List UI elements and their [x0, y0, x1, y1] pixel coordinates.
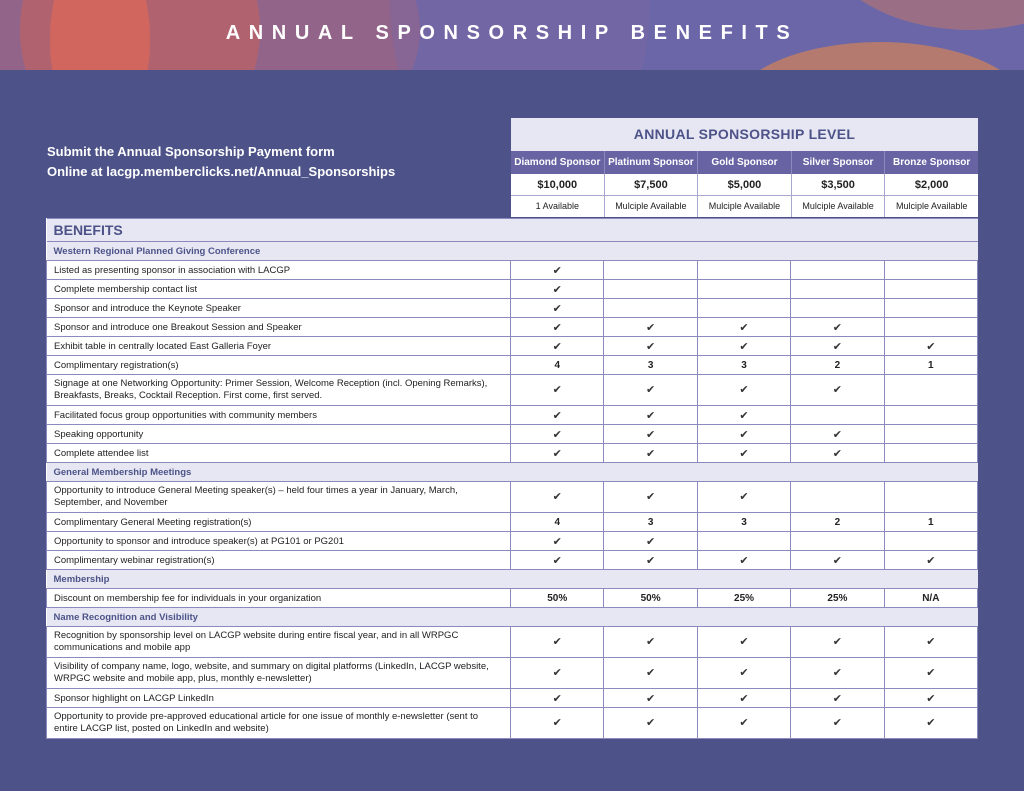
benefit-cell-empty [884, 299, 977, 318]
benefit-cell [791, 337, 884, 356]
benefit-value: 4 [511, 513, 604, 532]
instructions-link[interactable]: Online at lacgp.memberclicks.net/Annual_Sponsorships [47, 164, 396, 179]
checkmark-icon: ✔ [646, 692, 656, 705]
benefit-label: Exhibit table in centrally located East Galleria Foyer [47, 337, 511, 356]
benefits-title-row [47, 219, 978, 242]
sponsorship-level-title: ANNUAL SPONSORSHIP LEVEL [633, 126, 856, 142]
table-row [47, 532, 978, 551]
table-row [47, 261, 978, 280]
benefit-cell [511, 425, 604, 444]
benefit-cell [791, 444, 884, 463]
table-row [47, 356, 978, 375]
benefit-cell [884, 337, 977, 356]
benefit-cell [884, 708, 977, 739]
checkmark-icon: ✔ [739, 692, 749, 705]
decorative-circle [730, 42, 1024, 70]
table-row [47, 444, 978, 463]
tier-prices-row [511, 174, 978, 196]
checkmark-icon: ✔ [739, 716, 749, 729]
table-row [47, 589, 978, 608]
checkmark-icon: ✔ [646, 321, 656, 334]
benefit-cell [791, 318, 884, 337]
tier-availability-diamond: 1 Available [511, 196, 604, 217]
benefit-cell [697, 708, 790, 739]
checkmark-icon: ✔ [552, 635, 562, 648]
tier-availability-silver: Mulciple Available [791, 196, 885, 217]
section-title: Name Recognition and Visibility [47, 608, 978, 627]
tier-name-platinum: Platinum Sponsor [604, 151, 698, 174]
benefit-cell [884, 689, 977, 708]
benefit-value: 2 [791, 513, 884, 532]
tier-price-diamond: $10,000 [511, 174, 604, 196]
checkmark-icon: ✔ [739, 321, 749, 334]
checkmark-icon: ✔ [739, 340, 749, 353]
benefit-label: Sponsor and introduce one Breakout Session and Speaker [47, 318, 511, 337]
section-title: Membership [47, 570, 978, 589]
benefit-cell [697, 318, 790, 337]
benefit-value: N/A [884, 589, 977, 608]
checkmark-icon: ✔ [926, 716, 936, 729]
benefits-title: BENEFITS [47, 219, 978, 242]
benefit-cell [604, 532, 697, 551]
checkmark-icon: ✔ [739, 447, 749, 460]
tier-price-gold: $5,000 [697, 174, 791, 196]
benefit-cell [884, 658, 977, 689]
table-row [47, 627, 978, 658]
checkmark-icon: ✔ [646, 409, 656, 422]
benefit-cell [511, 551, 604, 570]
tier-names-row [511, 151, 978, 174]
benefit-label: Recognition by sponsorship level on LACGP website during entire fiscal year, and in all WRPGC communications and mobile app [47, 627, 511, 658]
benefit-cell [697, 627, 790, 658]
benefit-cell [511, 689, 604, 708]
benefit-cell [791, 658, 884, 689]
benefit-label: Visibility of company name, logo, website, and summary on digital platforms (LinkedIn, LACGP website, WRPGC website and mobile app, plus, monthly e-newsletter) [47, 658, 511, 689]
benefit-cell [791, 551, 884, 570]
benefit-value: 1 [884, 513, 977, 532]
checkmark-icon: ✔ [646, 716, 656, 729]
checkmark-icon: ✔ [832, 666, 843, 679]
tier-price-silver: $3,500 [791, 174, 885, 196]
checkmark-icon: ✔ [552, 447, 562, 460]
benefit-cell [697, 337, 790, 356]
checkmark-icon: ✔ [832, 447, 843, 460]
table-row [47, 375, 978, 406]
section-title: Western Regional Planned Giving Conference [47, 242, 978, 261]
benefit-cell [697, 444, 790, 463]
benefit-cell [511, 708, 604, 739]
checkmark-icon: ✔ [739, 409, 749, 422]
benefit-cell [604, 708, 697, 739]
benefit-label: Complimentary registration(s) [47, 356, 511, 375]
benefit-cell-empty [791, 532, 884, 551]
benefit-cell [604, 444, 697, 463]
checkmark-icon: ✔ [552, 264, 562, 277]
table-row [47, 406, 978, 425]
benefit-cell-empty [604, 280, 697, 299]
benefit-cell [511, 482, 604, 513]
benefit-cell [511, 299, 604, 318]
benefit-label: Complete attendee list [47, 444, 511, 463]
checkmark-icon: ✔ [832, 340, 843, 353]
benefit-value: 3 [604, 513, 697, 532]
benefit-value: 3 [697, 356, 790, 375]
benefit-cell [511, 318, 604, 337]
benefit-value: 1 [884, 356, 977, 375]
checkmark-icon: ✔ [552, 321, 562, 334]
checkmark-icon: ✔ [926, 666, 936, 679]
checkmark-icon: ✔ [646, 383, 656, 396]
table-row [47, 337, 978, 356]
checkmark-icon: ✔ [552, 340, 562, 353]
benefit-cell-empty [884, 318, 977, 337]
benefit-label: Facilitated focus group opportunities with community members [47, 406, 511, 425]
tier-availability-gold: Mulciple Available [697, 196, 791, 217]
checkmark-icon: ✔ [832, 554, 843, 567]
benefit-cell [511, 375, 604, 406]
tier-availability-bronze: Mulciple Available [884, 196, 978, 217]
benefit-cell-empty [791, 406, 884, 425]
tier-price-bronze: $2,000 [884, 174, 978, 196]
table-row [47, 280, 978, 299]
benefit-label: Complete membership contact list [47, 280, 511, 299]
tier-price-platinum: $7,500 [604, 174, 698, 196]
payment-instructions [47, 142, 395, 182]
checkmark-icon: ✔ [832, 321, 843, 334]
benefit-cell [697, 689, 790, 708]
benefit-cell-empty [791, 299, 884, 318]
checkmark-icon: ✔ [552, 283, 562, 296]
checkmark-icon: ✔ [552, 716, 562, 729]
benefit-cell [511, 280, 604, 299]
tier-name-diamond: Diamond Sponsor [511, 151, 604, 174]
checkmark-icon: ✔ [739, 635, 749, 648]
checkmark-icon: ✔ [646, 535, 656, 548]
benefit-value: 3 [604, 356, 697, 375]
benefit-label: Complimentary webinar registration(s) [47, 551, 511, 570]
checkmark-icon: ✔ [739, 666, 749, 679]
benefit-cell [511, 261, 604, 280]
benefit-cell [511, 658, 604, 689]
benefit-cell [697, 406, 790, 425]
benefit-value: 50% [511, 589, 604, 608]
table-row [47, 299, 978, 318]
header-banner [0, 0, 1024, 70]
benefit-cell [511, 627, 604, 658]
benefit-cell [791, 627, 884, 658]
benefit-value: 25% [697, 589, 790, 608]
checkmark-icon: ✔ [646, 490, 656, 503]
sponsorship-level-header [511, 118, 978, 217]
benefit-label: Speaking opportunity [47, 425, 511, 444]
checkmark-icon: ✔ [646, 666, 656, 679]
table-row [47, 708, 978, 739]
checkmark-icon: ✔ [832, 428, 843, 441]
checkmark-icon: ✔ [552, 666, 562, 679]
section-title: General Membership Meetings [47, 463, 978, 482]
benefit-cell [697, 551, 790, 570]
checkmark-icon: ✔ [646, 554, 656, 567]
checkmark-icon: ✔ [552, 428, 562, 441]
benefits-table-body [47, 219, 978, 739]
benefit-cell [697, 658, 790, 689]
benefit-cell-empty [791, 482, 884, 513]
page-title: ANNUAL SPONSORSHIP BENEFITS [225, 22, 799, 44]
tier-name-gold: Gold Sponsor [697, 151, 791, 174]
benefit-cell [604, 375, 697, 406]
benefit-cell [511, 532, 604, 551]
checkmark-icon: ✔ [739, 554, 749, 567]
benefit-cell-empty [884, 280, 977, 299]
benefit-value: 25% [791, 589, 884, 608]
benefit-cell [791, 375, 884, 406]
benefit-cell [791, 708, 884, 739]
checkmark-icon: ✔ [926, 554, 936, 567]
benefit-label: Sponsor highlight on LACGP LinkedIn [47, 689, 511, 708]
checkmark-icon: ✔ [832, 635, 843, 648]
checkmark-icon: ✔ [552, 409, 562, 422]
benefit-label: Opportunity to provide pre-approved educational article for one issue of monthly e-newsletter (sent to entire LACGP list, posted on LinkedIn and website) [47, 708, 511, 739]
benefit-label: Listed as presenting sponsor in association with LACGP [47, 261, 511, 280]
benefit-cell [604, 551, 697, 570]
benefit-cell [604, 318, 697, 337]
benefit-cell-empty [884, 482, 977, 513]
section-header-row [47, 608, 978, 627]
checkmark-icon: ✔ [552, 302, 562, 315]
checkmark-icon: ✔ [646, 635, 656, 648]
checkmark-icon: ✔ [739, 490, 749, 503]
checkmark-icon: ✔ [739, 428, 749, 441]
benefit-cell [791, 689, 884, 708]
benefit-cell-empty [884, 261, 977, 280]
checkmark-icon: ✔ [552, 535, 562, 548]
table-row [47, 551, 978, 570]
benefit-cell-empty [884, 406, 977, 425]
section-header-row [47, 242, 978, 261]
benefit-cell [604, 337, 697, 356]
benefit-cell [884, 627, 977, 658]
checkmark-icon: ✔ [926, 692, 936, 705]
benefit-cell [511, 444, 604, 463]
table-row [47, 658, 978, 689]
benefit-value: 50% [604, 589, 697, 608]
benefit-cell [697, 425, 790, 444]
checkmark-icon: ✔ [926, 340, 936, 353]
benefit-cell-empty [884, 425, 977, 444]
checkmark-icon: ✔ [646, 340, 656, 353]
benefit-cell [884, 551, 977, 570]
benefits-table [46, 218, 978, 739]
instructions-line-1: Submit the Annual Sponsorship Payment form [47, 144, 335, 159]
table-row [47, 482, 978, 513]
benefit-cell-empty [604, 299, 697, 318]
checkmark-icon: ✔ [552, 490, 562, 503]
benefit-cell [604, 406, 697, 425]
tier-name-bronze: Bronze Sponsor [884, 151, 978, 174]
table-row [47, 318, 978, 337]
benefit-cell-empty [884, 375, 977, 406]
benefit-label: Opportunity to sponsor and introduce speaker(s) at PG101 or PG201 [47, 532, 511, 551]
checkmark-icon: ✔ [926, 635, 936, 648]
checkmark-icon: ✔ [832, 716, 843, 729]
table-row [47, 425, 978, 444]
benefit-label: Complimentary General Meeting registration(s) [47, 513, 511, 532]
benefit-label: Discount on membership fee for individuals in your organization [47, 589, 511, 608]
benefit-cell [604, 425, 697, 444]
benefit-cell-empty [791, 261, 884, 280]
benefit-cell-empty [604, 261, 697, 280]
benefit-cell-empty [884, 532, 977, 551]
checkmark-icon: ✔ [739, 383, 749, 396]
tier-availability-platinum: Mulciple Available [604, 196, 698, 217]
benefit-cell-empty [697, 280, 790, 299]
section-header-row [47, 463, 978, 482]
benefit-cell [604, 658, 697, 689]
benefit-cell [511, 406, 604, 425]
checkmark-icon: ✔ [552, 383, 562, 396]
benefit-cell-empty [791, 280, 884, 299]
benefit-value: 3 [697, 513, 790, 532]
checkmark-icon: ✔ [646, 428, 656, 441]
benefit-cell [604, 627, 697, 658]
benefit-cell [604, 482, 697, 513]
checkmark-icon: ✔ [552, 692, 562, 705]
checkmark-icon: ✔ [832, 383, 843, 396]
checkmark-icon: ✔ [646, 447, 656, 460]
benefit-label: Opportunity to introduce General Meeting speaker(s) – held four times a year in January, March, September, and November [47, 482, 511, 513]
checkmark-icon: ✔ [832, 692, 843, 705]
benefit-cell [697, 375, 790, 406]
section-header-row [47, 570, 978, 589]
tier-name-silver: Silver Sponsor [791, 151, 885, 174]
table-row [47, 689, 978, 708]
tier-availability-row [511, 196, 978, 217]
benefit-cell [791, 425, 884, 444]
benefit-cell [604, 689, 697, 708]
benefit-label: Signage at one Networking Opportunity: Primer Session, Welcome Reception (incl. Opening Remarks), Breakfasts, Breaks, Cocktail Reception. First come, first served. [47, 375, 511, 406]
benefit-value: 4 [511, 356, 604, 375]
benefit-cell-empty [697, 532, 790, 551]
benefit-cell-empty [697, 299, 790, 318]
benefit-cell [511, 337, 604, 356]
benefit-value: 2 [791, 356, 884, 375]
benefit-cell-empty [697, 261, 790, 280]
benefit-label: Sponsor and introduce the Keynote Speaker [47, 299, 511, 318]
benefit-cell [697, 482, 790, 513]
benefit-cell-empty [884, 444, 977, 463]
checkmark-icon: ✔ [552, 554, 562, 567]
table-row [47, 513, 978, 532]
